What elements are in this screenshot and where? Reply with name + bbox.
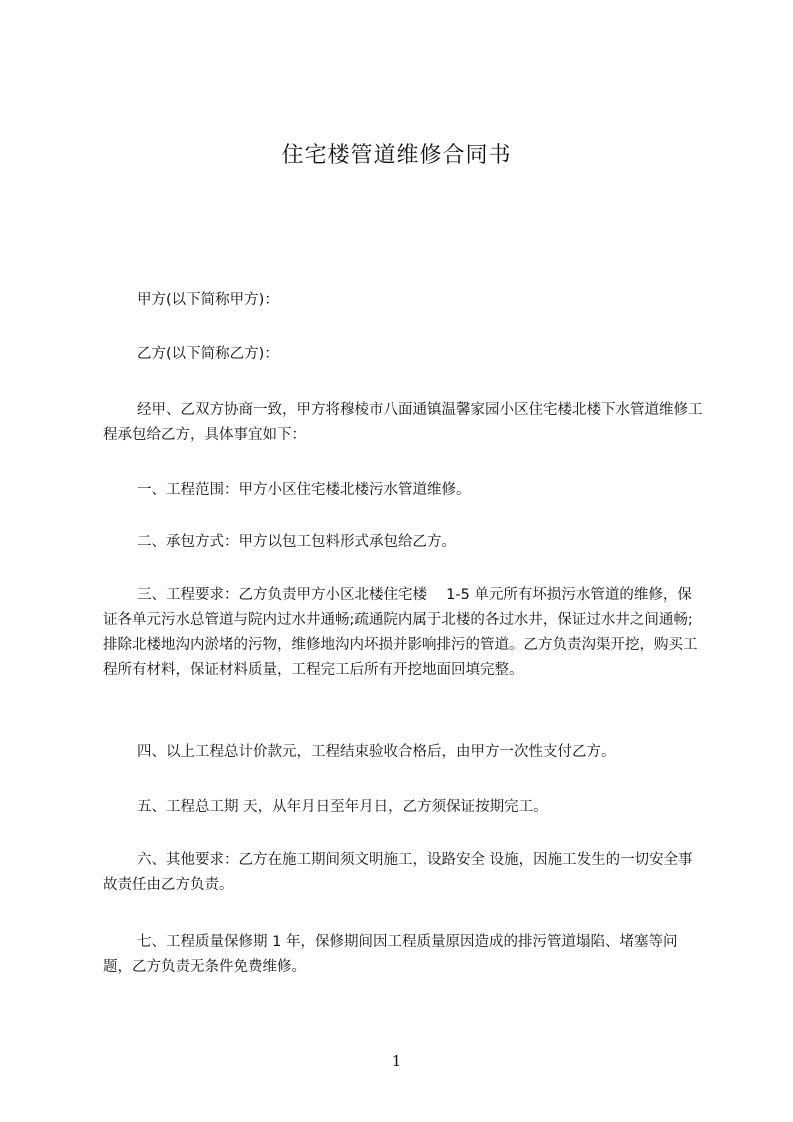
clause-7: 七、工程质量保修期 1 年，保修期间因工程质量原因造成的排污管道塌陷、堵塞等问题，乙方负责无条件免费维修。 [103,934,678,975]
party-b-line: 乙方(以下简称乙方)： [137,346,279,362]
clause-5: 五、工程总工期 天，从年月日至年月日，乙方须保证按期完工。 [137,799,548,815]
clause-6: 六、其他要求：乙方在施工期间须文明施工，设路安全 设施，因施工发生的一切安全事故责任由乙方负责。 [103,852,693,893]
intro-paragraph: 经甲、乙双方协商一致，甲方将穆棱市八面通镇温馨家园小区住宅楼北楼下水管道维修工程承包给乙方，具体事宜如下： [103,402,703,443]
clause-2: 二、承包方式：甲方以包工包料形式承包给乙方。 [137,534,456,550]
clause-3: 三、工程要求：乙方负责甲方小区北楼住宅楼 1-5 单元所有坏损污水管道的维修，保证各单元污水总管道与院内过水井通畅;疏通院内属于北楼的各过水井，保证过水井之间通畅;排除北楼地沟内淤堵的污物，维修地沟内坏损并影响排污的管道。乙方负责沟渠开挖，购买工程所有材料，保证材料质量，工程完工后所有开挖地面回填完整。 [103,587,698,678]
page-number: 1 [391,1052,402,1070]
document-title: 住宅楼管道维修合同书 [281,143,512,168]
clause-1: 一、工程范围：甲方小区住宅楼北楼污水管道维修。 [137,482,471,498]
clause-4: 四、以上工程总计价款元，工程结束验收合格后，由甲方一次性支付乙方。 [137,744,616,760]
party-a-line: 甲方(以下简称甲方)： [137,292,279,308]
